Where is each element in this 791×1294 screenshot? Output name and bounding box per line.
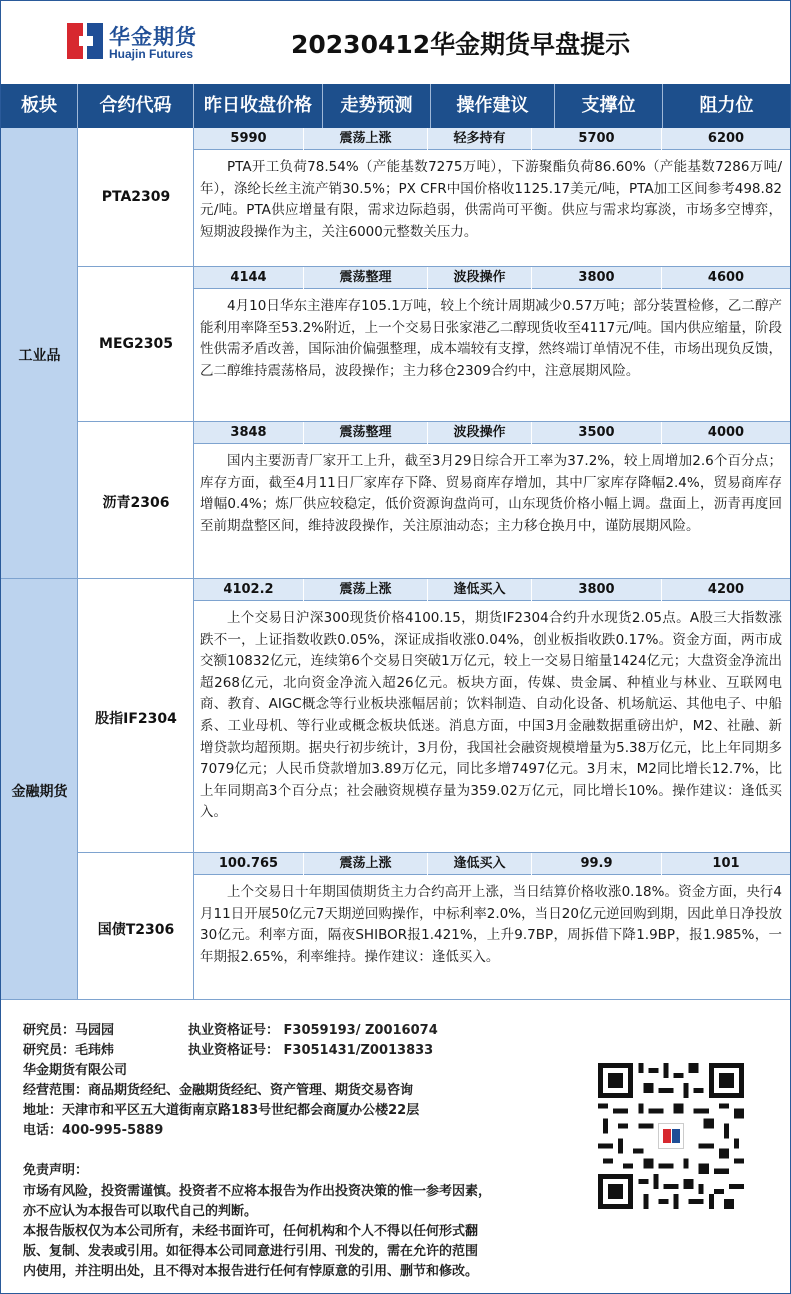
support-level: 5700 bbox=[532, 128, 662, 150]
contract-code: PTA2309 bbox=[101, 189, 171, 205]
commentary-text: PTA开工负荷78.54%（产能基数7275万吨），下游聚酯负荷86.60%（产能基数7286万吨/年），涤纶长丝主流产销30.5%；PX CFR中国价格收1125.17美元/吨，PTA加工区间参考498.82元/吨。PTA供应增量有限，需求边际趋弱，供需尚可平衡。供应与需求均寡淡，市场多空博弈，短期波段操作为主，关注6000元整数关压力。 bbox=[194, 150, 790, 267]
resistance-level: 4200 bbox=[707, 582, 745, 597]
contract-code: 国债T2306 bbox=[97, 922, 175, 938]
trend-forecast: 震荡整理 bbox=[304, 267, 428, 289]
sector-label: 工业品 bbox=[18, 348, 61, 364]
sector-cell-industrial bbox=[1, 128, 78, 579]
close-price: 5990 bbox=[194, 128, 304, 150]
column-header-contract: 合约代码 bbox=[78, 84, 194, 128]
trend-forecast: 震荡上涨 bbox=[304, 853, 428, 875]
company-address: 地址：天津市和平区五大道街南京路183号世纪都会商厦办公楼22层 bbox=[23, 1103, 420, 1118]
trend-forecast: 震荡上涨 bbox=[304, 128, 428, 150]
table-row-values bbox=[194, 853, 790, 875]
logo-mark-icon bbox=[67, 23, 103, 59]
close-price: 4102.2 bbox=[194, 579, 304, 601]
table-row-contract bbox=[78, 267, 194, 422]
support-level: 99.9 bbox=[532, 853, 662, 875]
table-row-values bbox=[194, 128, 790, 150]
close-price: 100.765 bbox=[194, 853, 304, 875]
column-header-close: 昨日收盘价格 bbox=[194, 84, 323, 128]
column-header-trend: 走势预测 bbox=[323, 84, 431, 128]
report-header bbox=[1, 1, 790, 83]
page-title: 20230412华金期货早盘提示 bbox=[291, 30, 631, 59]
table-row-values bbox=[194, 579, 790, 601]
sector-cell-financial bbox=[1, 579, 78, 1000]
trade-advice: 轻多持有 bbox=[428, 128, 532, 150]
business-scope: 经营范围：商品期货经纪、金融期货经纪、资产管理、期货交易咨询 bbox=[23, 1083, 414, 1098]
disclaimer-line: 市场有风险，投资需谨慎。投资者不应将本报告为作出投资决策的惟一参考因素， bbox=[23, 1184, 492, 1199]
table-row-contract bbox=[78, 579, 194, 853]
disclaimer-title: 免责声明： bbox=[23, 1163, 89, 1178]
company-phone: 电话：400-995-5889 bbox=[23, 1123, 164, 1138]
contract-code: 股指IF2304 bbox=[95, 711, 177, 727]
commentary-text: 4月10日华东主港库存105.1万吨，较上个统计周期减少0.57万吨；部分装置检修，乙二醇产能利用率降至53.2%附近，上一个交易日张家港乙二醇现货收至4117元/吨。国内供应缩量，阶段性供需矛盾改善，国际油价偏强整理，成本端较有支撑，然终端订单情况不佳，市场出现负反馈，乙二醇维持震荡格局，波段操作；主力移仓2309合约中，注意展期风险。 bbox=[194, 289, 790, 422]
disclaimer-line: 亦不应认为本报告可以取代自己的判断。 bbox=[23, 1204, 258, 1219]
sector-label: 金融期货 bbox=[11, 784, 68, 800]
support-level: 3800 bbox=[532, 267, 662, 289]
close-price: 4144 bbox=[194, 267, 304, 289]
commentary-text: 上个交易日十年期国债期货主力合约高开上涨，当日结算价格收涨0.18%。资金方面，央行4月11日开展50亿元7天期逆回购操作，中标利率2.0%，当日20亿元逆回购到期，因此单日净投放30亿元。利率方面，隔夜SHIBOR报1.421%，上升9.7BP，周拆借下降1.9BP，报1.985%，一年期报2.65%，利率维持。操作建议：逢低买入。 bbox=[194, 875, 790, 1000]
resistance-level: 4000 bbox=[707, 425, 745, 440]
disclaimer-line: 本报告版权仅为本公司所有，未经书面许可，任何机构和个人不得以任何形式翻 bbox=[23, 1224, 479, 1239]
resistance-level: 101 bbox=[712, 856, 740, 871]
support-level: 3500 bbox=[532, 422, 662, 444]
trade-advice: 波段操作 bbox=[428, 267, 532, 289]
contract-code: MEG2305 bbox=[99, 336, 173, 352]
commentary-text: 上个交易日沪深300现货价格4100.15，期货IF2304合约升水现货2.05点。A股三大指数涨跌不一，上证指数收跌0.05%，深证成指收涨0.04%，创业板指收跌0.17%。资金方面，两市成交额10832亿元，连续第6个交易日突破1万亿元，较上一交易日缩量1424亿元；大盘资金净流出超268亿元，北向资金净流入超26亿元。板块方面，传媒、贵金属、种植业与林业、互联网电商、教育、AIGC概念等行业板块涨幅居前；饮料制造、自动化设备、机场航运、其他电子、中船系、工业母机、等行业或概念板块低迷。消息方面，中国3月金融数据重磅出炉，M2、社融、新增贷款均超预期。据央行初步统计，3月份，我国社会融资规模增量为5.38万亿元，比上年同期多7079亿元；人民币贷款增加3.89万亿元，同比多增7497亿元。3月末，M2同比增长12.7%，比上年同期高3个百分点；社会融资规模存量为359.02万亿元，同比增长10%。操作建议：逢低买入。 bbox=[194, 601, 790, 853]
commentary-text: 国内主要沥青厂家开工上升，截至3月29日综合开工率为37.2%，较上周增加2.6个百分点；库存方面，截至4月11日厂家库存下降、贸易商库存增加，其中厂家库存降幅2.4%，贸易商库存增幅0.4%；炼厂供应较稳定，低价资源询盘尚可，山东现货价格小幅上调。盘面上，沥青再度回至前期盘整区间，维持波段操作，关注原油动态；主力移仓换月中，谨防展期风险。 bbox=[194, 444, 790, 579]
table-row-contract bbox=[78, 853, 194, 1000]
table-row-contract bbox=[78, 422, 194, 579]
trade-advice: 逢低买入 bbox=[428, 579, 532, 601]
resistance-level: 4600 bbox=[707, 270, 745, 285]
trend-forecast: 震荡整理 bbox=[304, 422, 428, 444]
logo-cn-text: 华金期货 bbox=[109, 25, 197, 49]
company-name: 华金期货有限公司 bbox=[23, 1063, 128, 1078]
close-price: 3848 bbox=[194, 422, 304, 444]
support-level: 3800 bbox=[532, 579, 662, 601]
table-row-values bbox=[194, 267, 790, 289]
analyst-1-name: 研究员：马园园 bbox=[23, 1023, 115, 1038]
disclaimer-line: 版、复制、发表或引用。如征得本公司同意进行引用、刊发的，需在允许的范围 bbox=[23, 1244, 479, 1259]
analyst-2-name: 研究员：毛玮炜 bbox=[23, 1043, 115, 1058]
column-header-advice: 操作建议 bbox=[431, 84, 555, 128]
trade-advice: 波段操作 bbox=[428, 422, 532, 444]
company-logo bbox=[67, 21, 207, 65]
qr-logo-icon bbox=[658, 1123, 684, 1149]
resistance-level: 6200 bbox=[707, 131, 745, 146]
table-row-contract bbox=[78, 128, 194, 267]
trend-forecast: 震荡上涨 bbox=[304, 579, 428, 601]
table-header-row bbox=[1, 84, 790, 128]
column-header-resistance: 阻力位 bbox=[699, 95, 754, 116]
disclaimer-line: 内使用，并注明出处，且不得对本报告进行任何有悖原意的引用、删节和修改。 bbox=[23, 1264, 479, 1279]
table-row-values bbox=[194, 422, 790, 444]
logo-en-text: Huajin Futures bbox=[109, 47, 194, 61]
column-header-sector: 板块 bbox=[1, 84, 78, 128]
analyst-1-cert: 执业资格证号： F3059193/ Z0016074 bbox=[188, 1023, 438, 1038]
analyst-2-cert: 执业资格证号： F3051431/Z0013833 bbox=[188, 1043, 434, 1058]
column-header-support: 支撑位 bbox=[555, 84, 663, 128]
trade-advice: 逢低买入 bbox=[428, 853, 532, 875]
qr-code-icon bbox=[598, 1063, 744, 1209]
contract-code: 沥青2306 bbox=[102, 495, 170, 511]
